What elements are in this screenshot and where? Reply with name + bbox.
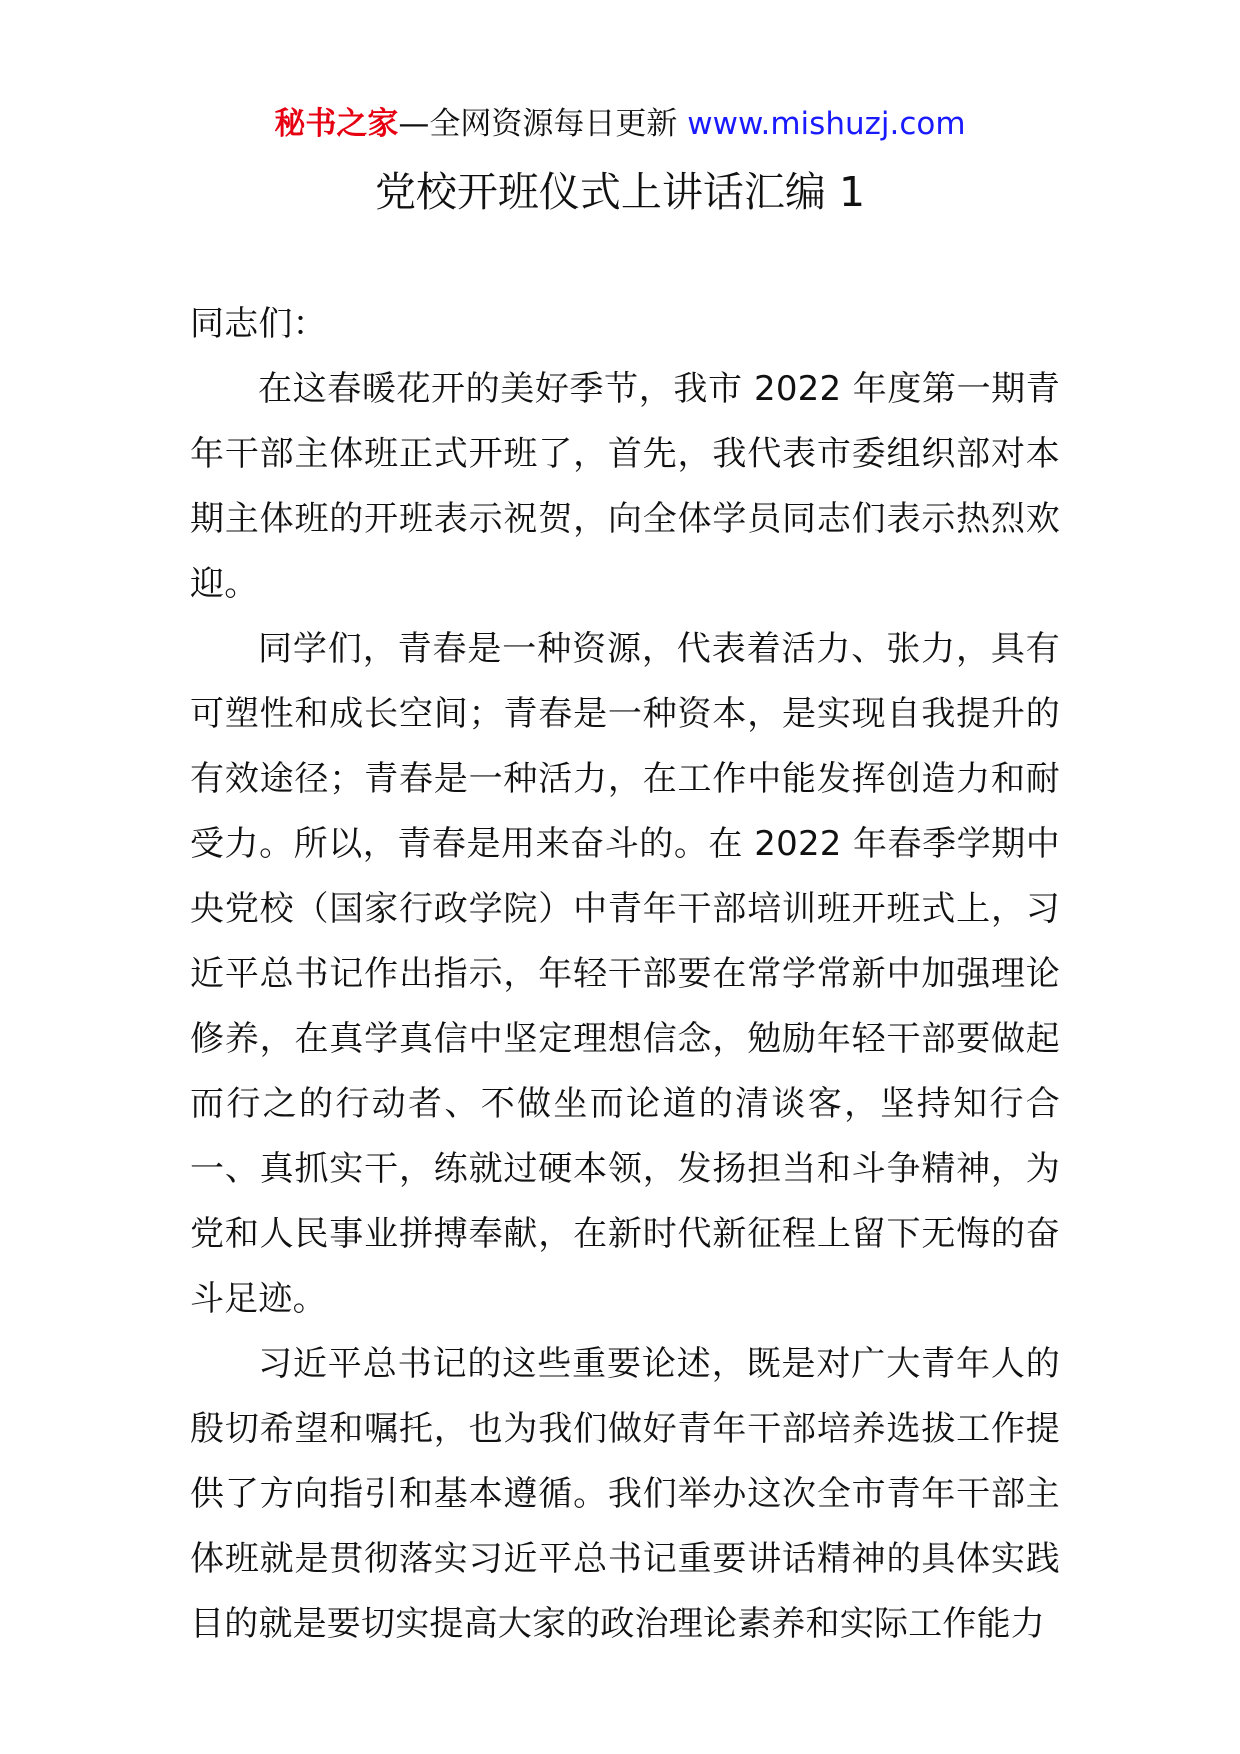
site-url-link[interactable]: www.mishuzj.com	[687, 106, 966, 142]
document-body	[190, 292, 1060, 1657]
paragraph: 习近平总书记的这些重要论述，既是对广大青年人的殷切希望和嘱托，也为我们做好青年干部培养选拔工作提供了方向指引和基本遵循。我们举办这次全市青年干部主体班就是贯彻落实习近平总书记重要讲话精神的具体实践目的就是要切实提高大家的政治理论素养和实际工作能力	[190, 1344, 1060, 1644]
paragraph: 在这春暖花开的美好季节，我市 2022 年度第一期青年干部主体班正式开班了，首先，我代表市委组织部对本期主体班的开班表示祝贺，向全体学员同志们表示热烈欢迎。	[190, 369, 1060, 604]
header-tagline: —全网资源每日更新	[398, 106, 688, 142]
paragraph: 同学们，青春是一种资源，代表着活力、张力，具有可塑性和成长空间；青春是一种资本，是实现自我提升的有效途径；青春是一种活力，在工作中能发挥创造力和耐受力。所以，青春是用来奋斗的。在 2022 年春季学期中央党校（国家行政学院）中青年干部培训班开班式上，习近平总书记作出指示，年轻干部要在常学常新中加强理论修养，在真学真信中坚定理想信念，勉励年轻干部要做起而行之的行动者、不做坐而论道的清谈客，坚持知行合一、真抓实干，练就过硬本领，发扬担当和斗争精神，为党和人民事业拼搏奉献，在新时代新征程上留下无悔的奋斗足迹。	[190, 629, 1060, 1319]
site-header	[0, 104, 1240, 144]
salutation: 同志们：	[190, 304, 327, 344]
document-title: 党校开班仪式上讲话汇编 1	[374, 168, 866, 216]
brand-name: 秘书之家	[274, 106, 399, 142]
